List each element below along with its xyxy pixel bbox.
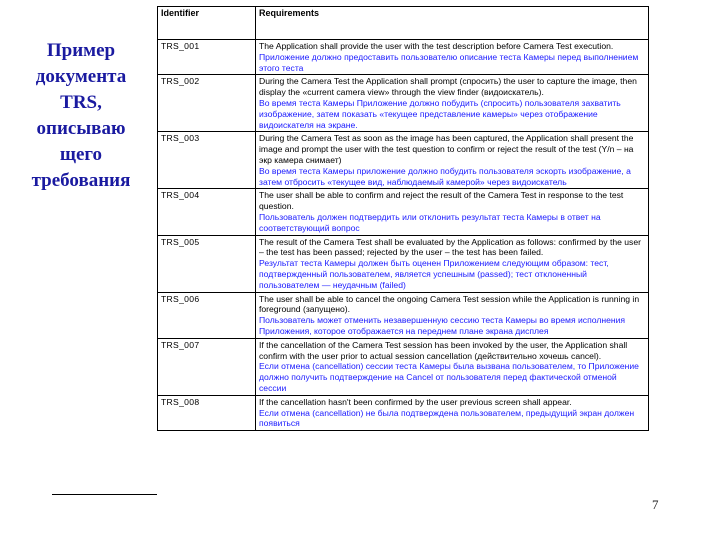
requirement-id: TRS_005 bbox=[158, 235, 256, 292]
requirement-ru: Если отмена (cancellation) сессии теста Камеры была вызвана пользователем, то Приложение должно получить подтверждение на Cancel от пользователя перед фактической отменой сессии bbox=[259, 361, 639, 393]
identifier-header: Identifier bbox=[158, 7, 256, 40]
requirement-ru: Пользователь может отменить незавершенную сессию теста Камеры во время исполнения Приложения, которое отображается на переднем плане экрана дисплея bbox=[259, 315, 626, 336]
requirement-text bbox=[256, 338, 649, 395]
requirement-ru: Если отмена (cancellation) не была подтверждена пользователем, предыдущий экран должен появиться bbox=[259, 407, 635, 429]
requirement-en: If the cancellation hasn't been confirmed by the user previous screen shall appear. bbox=[259, 396, 572, 407]
table-row bbox=[158, 75, 649, 132]
requirement-text bbox=[256, 235, 649, 292]
requirement-en: The user shall be able to confirm and reject the result of the Camera Test in response to the test question. bbox=[259, 190, 624, 212]
requirement-ru: Пользователь должен подтвердить или отклонить результат теста Камеры в ответ на соответствующий вопрос bbox=[259, 211, 601, 233]
slide-title-line: документа bbox=[35, 66, 127, 87]
requirement-text bbox=[256, 395, 649, 430]
requirement-text bbox=[256, 40, 649, 75]
requirement-id: TRS_008 bbox=[158, 395, 256, 430]
slide-title bbox=[6, 38, 156, 194]
slide-title-line: щего bbox=[59, 144, 103, 165]
requirement-en: The user shall be able to cancel the ongoing Camera Test session while the Application is running in foreground (запущено). bbox=[259, 293, 640, 315]
requirement-id: TRS_007 bbox=[158, 338, 256, 395]
table-row bbox=[158, 338, 649, 395]
requirement-en: If the cancellation of the Camera Test session has been invoked by the user, the Application shall confirm with the user prior to actual session cancellation (действительно хочешь cancel). bbox=[259, 339, 628, 361]
requirements-document bbox=[157, 6, 649, 536]
requirement-ru: Приложение должно предоставить пользователю описание теста Камеры перед выполнением этого теста bbox=[259, 51, 639, 73]
page-number: 7 bbox=[652, 497, 659, 512]
requirement-text bbox=[256, 189, 649, 235]
requirement-en: The result of the Camera Test shall be evaluated by the Application as follows: confirmed by the user – the test has been passed; rejected by the user – the test has been failed. bbox=[259, 236, 641, 258]
requirement-id: TRS_004 bbox=[158, 189, 256, 235]
table-row bbox=[158, 132, 649, 189]
table-row bbox=[158, 292, 649, 338]
requirement-id: TRS_001 bbox=[158, 40, 256, 75]
requirements-table bbox=[157, 6, 649, 431]
table-row bbox=[158, 395, 649, 430]
table-header-row bbox=[158, 7, 649, 40]
requirement-ru: Результат теста Камеры должен быть оценен Приложением следующим образом: тест, подтвержденный пользователем, является успешным (passed); тест отклоненный пользователем — неудачным (failed) bbox=[259, 258, 609, 290]
slide-title-line: требования bbox=[31, 170, 131, 191]
requirement-en: The Application shall provide the user with the test description before Camera Test execution. bbox=[259, 41, 614, 51]
table-row bbox=[158, 40, 649, 75]
requirement-ru: Во время теста Камеры приложение должно побудить пользователя эскорть изображение, а затем отбросить «текущее вид, наблюдаемый камерой» через видоискатель bbox=[259, 165, 631, 187]
table-row bbox=[158, 235, 649, 292]
requirements-header: Requirements bbox=[256, 7, 649, 40]
slide-title-line: описываю bbox=[36, 118, 126, 139]
slide-title-line: Пример bbox=[46, 40, 116, 61]
requirement-text bbox=[256, 75, 649, 132]
requirement-en: During the Camera Test the Application shall prompt (спросить) the user to capture the image, then display the «current camera view» through the view finder (видоискатель). bbox=[259, 76, 637, 98]
table-row bbox=[158, 189, 649, 235]
requirement-id: TRS_002 bbox=[158, 75, 256, 132]
requirement-id: TRS_003 bbox=[158, 132, 256, 189]
slide-title-line: TRS, bbox=[60, 92, 102, 113]
requirement-en: During the Camera Test as soon as the image has been captured, the Application shall present the image and prompt the user with the test question to confirm or reject the result of the test (Y/n – на экр камера снимает) bbox=[259, 133, 634, 165]
requirement-text bbox=[256, 132, 649, 189]
requirement-ru: Во время теста Камеры Приложение должно побудить (спросить) пользователя захватить изображение, затем показать «текущее представление камеры» через отображение видоискателя на экране. bbox=[259, 97, 621, 130]
requirement-id: TRS_006 bbox=[158, 292, 256, 338]
footer-divider bbox=[52, 494, 157, 495]
requirement-text bbox=[256, 292, 649, 338]
